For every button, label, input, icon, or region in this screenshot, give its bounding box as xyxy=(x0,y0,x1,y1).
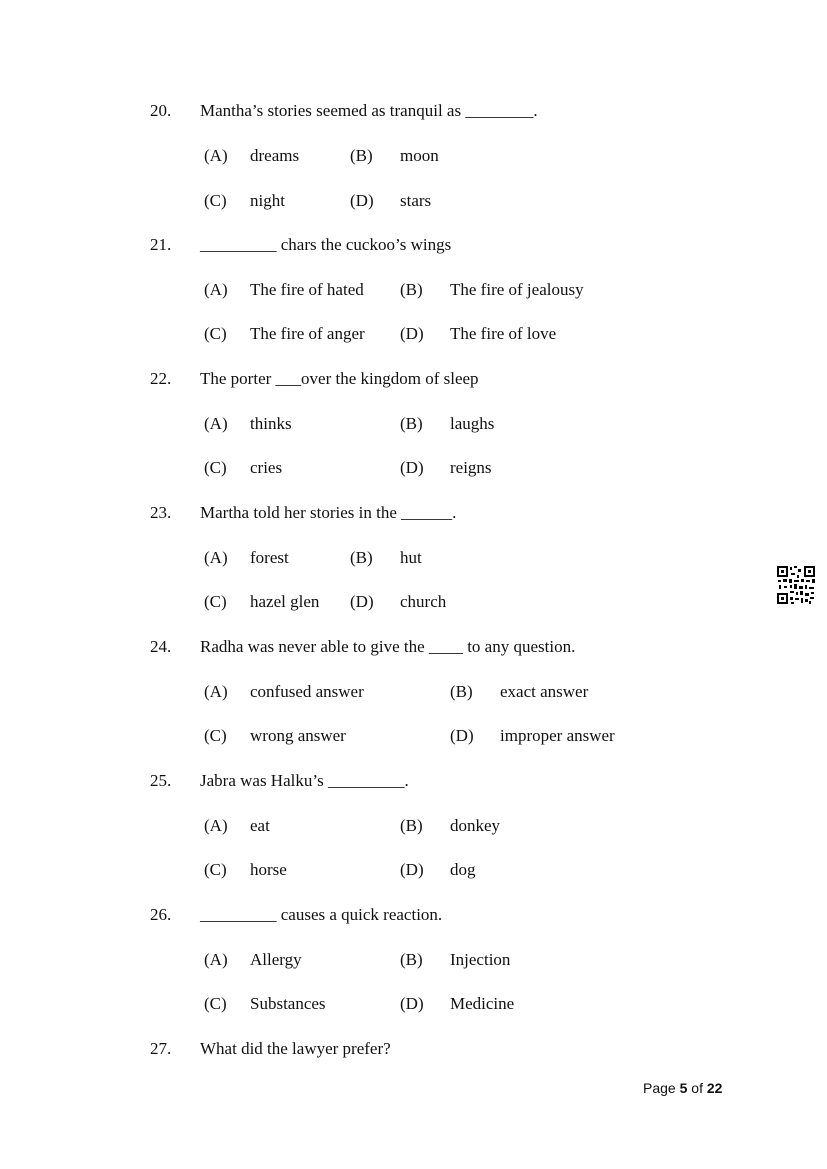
question-text: The porter ___over the kingdom of sleep xyxy=(200,369,479,388)
page-total: 22 xyxy=(706,1080,723,1096)
question-text: Radha was never able to give the ____ to any question. xyxy=(200,637,576,656)
option-text: laughs xyxy=(450,414,495,433)
option-label: (C) xyxy=(204,860,227,879)
option-label: (A) xyxy=(204,548,228,567)
option-label: (A) xyxy=(204,146,228,165)
option-text: stars xyxy=(400,191,432,210)
option-label: (B) xyxy=(400,950,423,969)
option-label: (C) xyxy=(204,592,227,611)
option-text: dog xyxy=(450,860,476,879)
option-label: (B) xyxy=(400,280,423,299)
option-text: hazel glen xyxy=(250,592,320,611)
option-label: (C) xyxy=(204,726,227,745)
option-text: exact answer xyxy=(500,682,589,701)
option-label: (B) xyxy=(350,146,373,165)
option-text: donkey xyxy=(450,816,501,835)
footer-mid: of xyxy=(687,1080,707,1096)
option-text: The fire of hated xyxy=(250,280,364,299)
option-label: (C) xyxy=(204,324,227,343)
question-number: 25. xyxy=(150,771,172,790)
option-text: horse xyxy=(250,860,287,879)
option-label: (D) xyxy=(400,860,424,879)
question-number: 26. xyxy=(150,905,172,924)
option-text: forest xyxy=(250,548,289,567)
question-number: 23. xyxy=(150,503,172,522)
question-number: 21. xyxy=(150,235,172,254)
option-text: The fire of jealousy xyxy=(450,280,584,299)
option-label: (C) xyxy=(204,994,227,1013)
option-label: (D) xyxy=(400,458,424,477)
option-label: (A) xyxy=(204,816,228,835)
option-text: cries xyxy=(250,458,283,477)
option-label: (D) xyxy=(350,592,374,611)
option-text: thinks xyxy=(250,414,292,433)
option-label: (B) xyxy=(400,414,423,433)
question-number: 20. xyxy=(150,101,172,120)
option-label: (D) xyxy=(450,726,474,745)
question-text: _________ causes a quick reaction. xyxy=(200,905,443,924)
question-text: Jabra was Halku’s _________. xyxy=(200,771,409,790)
question-number: 27. xyxy=(150,1039,172,1058)
page-number: 5 xyxy=(679,1080,688,1096)
option-label: (C) xyxy=(204,458,227,477)
option-label: (B) xyxy=(400,816,423,835)
question-number: 24. xyxy=(150,637,172,656)
option-text: reigns xyxy=(450,458,492,477)
option-label: (A) xyxy=(204,950,228,969)
option-text: confused answer xyxy=(250,682,364,701)
option-text: night xyxy=(250,191,285,210)
footer-prefix: Page xyxy=(643,1080,680,1096)
option-text: Substances xyxy=(250,994,326,1013)
page-footer xyxy=(643,1080,722,1096)
option-label: (D) xyxy=(400,994,424,1013)
option-text: wrong answer xyxy=(250,726,346,745)
question-number: 22. xyxy=(150,369,172,388)
option-text: church xyxy=(400,592,447,611)
option-text: eat xyxy=(250,816,270,835)
question-text: Mantha’s stories seemed as tranquil as ________. xyxy=(200,101,538,120)
option-label: (B) xyxy=(450,682,473,701)
option-text: Medicine xyxy=(450,994,515,1013)
option-text: moon xyxy=(400,146,439,165)
option-label: (A) xyxy=(204,682,228,701)
option-label: (A) xyxy=(204,280,228,299)
option-text: Allergy xyxy=(250,950,302,969)
option-label: (D) xyxy=(400,324,424,343)
question-text: _________ chars the cuckoo’s wings xyxy=(200,235,452,254)
option-label: (D) xyxy=(350,191,374,210)
option-label: (B) xyxy=(350,548,373,567)
question-text: Martha told her stories in the ______. xyxy=(200,503,457,522)
option-text: Injection xyxy=(450,950,511,969)
qr-code-icon xyxy=(776,565,816,605)
option-text: dreams xyxy=(250,146,300,165)
option-text: The fire of anger xyxy=(250,324,365,343)
option-text: The fire of love xyxy=(450,324,557,343)
option-label: (A) xyxy=(204,414,228,433)
option-label: (C) xyxy=(204,191,227,210)
option-text: improper answer xyxy=(500,726,615,745)
question-text: What did the lawyer prefer? xyxy=(200,1039,391,1058)
option-text: hut xyxy=(400,548,422,567)
